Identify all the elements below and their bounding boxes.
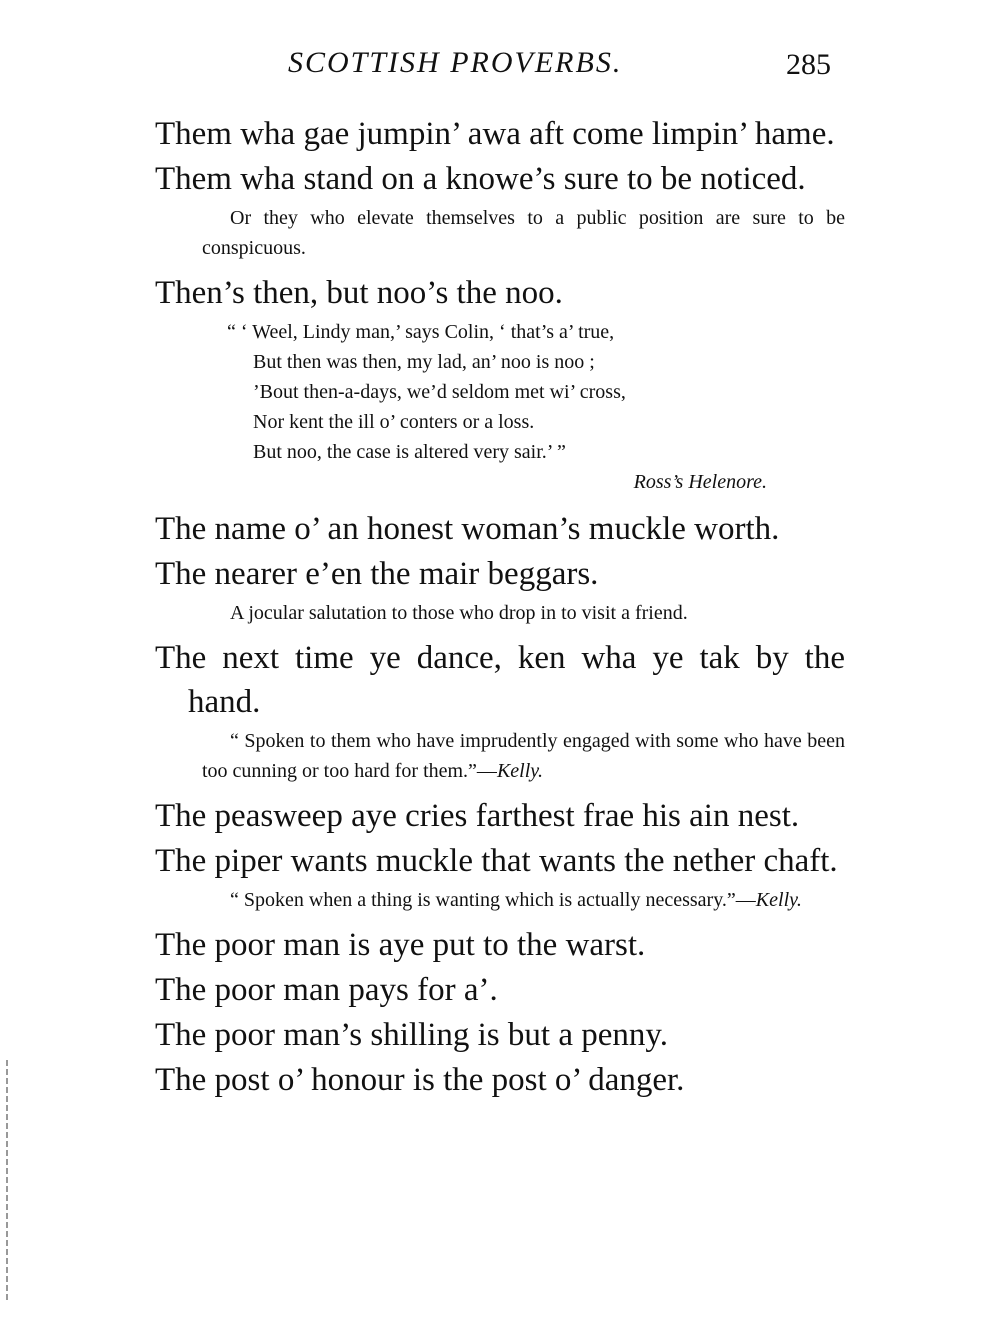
list-item	[155, 1013, 845, 1057]
list-item	[155, 1058, 845, 1102]
list-item	[155, 839, 845, 915]
page-number: 285	[786, 48, 831, 81]
proverb-note	[202, 726, 845, 786]
note-text: “ Spoken when a thing is wanting which is actually necessary.”—	[230, 889, 756, 911]
verse-line: “ ‘ Weel, Lindy man,’ says Colin, ‘ that’s a’ true,	[227, 321, 615, 343]
verse-line: ’Bout then-a-days, we’d seldom met wi’ cross,	[253, 381, 626, 403]
note-text: “ Spoken to them who have imprudently engaged with some who have been too cunning or too hard for them.”—	[202, 730, 845, 782]
list-item	[155, 794, 845, 838]
verse-quotation	[227, 317, 845, 497]
list-item	[155, 552, 845, 628]
proverb: Then’s then, but noo’s the noo.	[155, 275, 563, 311]
proverb: The next time ye dance, ken wha ye tak by the hand.	[155, 640, 845, 720]
verse-line: But noo, the case is altered very sair.’ ”	[253, 441, 566, 463]
list-item	[155, 157, 845, 263]
proverb: The poor man’s shilling is but a penny.	[155, 1017, 668, 1053]
proverb-list	[155, 112, 845, 1103]
proverb: The name o’ an honest woman’s muckle worth.	[155, 511, 780, 547]
note-citation: Kelly.	[755, 889, 802, 911]
proverb: The piper wants muckle that wants the nether chaft.	[155, 843, 838, 879]
proverb: Them wha gae jumpin’ awa aft come limpin’ hame.	[155, 116, 835, 152]
list-item	[155, 636, 845, 786]
list-item	[155, 923, 845, 967]
proverb-note: A jocular salutation to those who drop in to visit a friend.	[230, 602, 688, 624]
note-citation: Kelly.	[496, 760, 544, 782]
page-header	[0, 46, 1000, 90]
list-item	[155, 271, 845, 497]
list-item	[155, 507, 845, 551]
proverb: The poor man is aye put to the warst.	[155, 927, 646, 963]
verse-line: But then was then, my lad, an’ noo is noo ;	[253, 351, 595, 373]
proverb: The post o’ honour is the post o’ danger.	[155, 1062, 685, 1098]
verse-source: Ross’s Helenore.	[633, 471, 767, 493]
proverb: The poor man pays for a’.	[155, 972, 498, 1008]
list-item	[155, 968, 845, 1012]
running-title: SCOTTISH PROVERBS.	[288, 46, 623, 79]
proverb: The peasweep aye cries farthest frae his ain nest.	[155, 798, 800, 834]
proverb: Them wha stand on a knowe’s sure to be noticed.	[155, 161, 806, 197]
scan-margin-mark	[6, 1060, 8, 1300]
proverb-note: Or they who elevate themselves to a public position are sure to be conspicuous.	[202, 207, 845, 259]
list-item	[155, 112, 845, 156]
proverb: The nearer e’en the mair beggars.	[155, 556, 599, 592]
proverb-note	[202, 885, 845, 915]
verse-line: Nor kent the ill o’ conters or a loss.	[253, 411, 535, 433]
